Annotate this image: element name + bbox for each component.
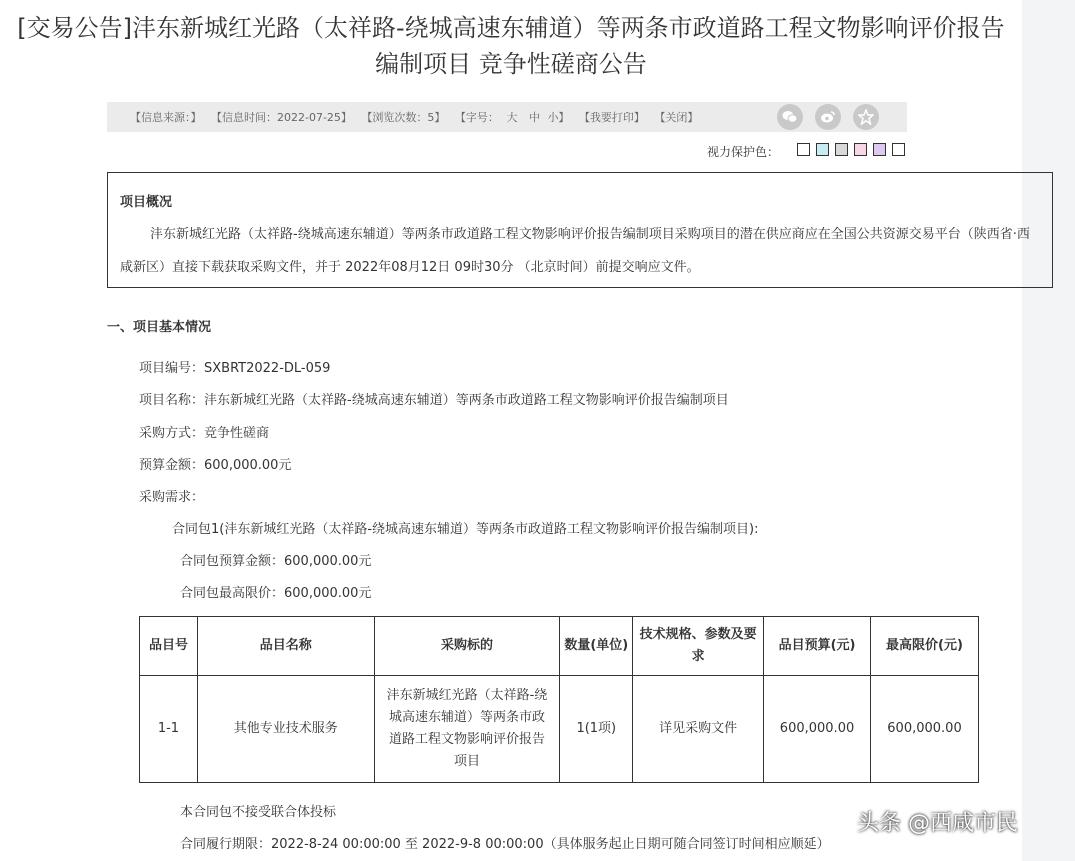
table-header: 品目预算(元) bbox=[764, 617, 871, 676]
table-row bbox=[140, 676, 979, 783]
color-swatch-white-2[interactable] bbox=[892, 143, 905, 156]
contract-package: 合同包1(沣东新城红光路（太祥路-绕城高速东辅道）等两条市政道路工程文物影响评价报告编制项目): bbox=[172, 522, 759, 537]
project-overview-box bbox=[107, 172, 1053, 288]
info-source: 【信息来源：】 bbox=[130, 111, 202, 124]
color-swatch-pink[interactable] bbox=[854, 143, 867, 156]
project-number: 项目编号：SXBRT2022-DL-059 bbox=[139, 361, 331, 376]
contract-period: 合同履行期限：2022-8-24 00:00:00 至 2022-9-8 00:00:00（具体服务起止日期可随合同签订时间相应顺延） bbox=[180, 837, 830, 852]
project-name: 项目名称：沣东新城红光路（太祥路-绕城高速东辅道）等两条市政道路工程文物影响评价报告编制项目 bbox=[139, 393, 729, 408]
info-bar bbox=[107, 102, 907, 132]
table-header: 品目名称 bbox=[197, 617, 374, 676]
package-max-price: 合同包最高限价：600,000.00元 bbox=[180, 586, 372, 601]
no-consortium-note: 本合同包不接受联合体投标 bbox=[180, 805, 337, 820]
overview-title: 项目概况 bbox=[120, 195, 173, 210]
table-cell: 600,000.00 bbox=[764, 676, 871, 783]
page-title-line2: 编制项目 竞争性磋商公告 bbox=[375, 50, 647, 78]
table-header: 品目号 bbox=[140, 617, 198, 676]
items-table bbox=[139, 616, 979, 783]
print-link[interactable]: 【我要打印】 bbox=[578, 111, 645, 124]
color-swatch-lavender[interactable] bbox=[873, 143, 886, 156]
font-large-link[interactable]: 大 bbox=[506, 111, 518, 124]
right-scroll-strip bbox=[1022, 0, 1075, 861]
table-cell: 1(1项) bbox=[560, 676, 633, 783]
table-cell: 600,000.00 bbox=[871, 676, 979, 783]
table-header: 技术规格、参数及要求 bbox=[633, 617, 764, 676]
font-size-label: 【字号： 大 中 小】 bbox=[454, 111, 570, 124]
info-date: 【信息时间：2022-07-25】 bbox=[211, 111, 352, 124]
font-medium-link[interactable]: 中 bbox=[528, 111, 540, 124]
page-title bbox=[0, 10, 1022, 82]
color-swatch-gray[interactable] bbox=[835, 143, 848, 156]
package-budget: 合同包预算金额：600,000.00元 bbox=[180, 554, 372, 569]
watermark-text: 头条 @西咸市民 bbox=[857, 811, 1018, 836]
page-title-line1: [交易公告]沣东新城红光路（太祥路-绕城高速东辅道）等两条市政道路工程文物影响评价报告 bbox=[17, 14, 1005, 42]
table-header-row bbox=[140, 617, 979, 676]
table-cell: 其他专业技术服务 bbox=[197, 676, 374, 783]
section-heading: 一、项目基本情况 bbox=[107, 320, 212, 335]
overview-body: 沣东新城红光路（太祥路-绕城高速东辅道）等两条市政道路工程文物影响评价报告编制项目采购项目的潜在供应商应在全国公共资源交易平台（陕西省·西咸新区）直接下载获取采购文件，并于 2022年08月12日 09时30分 （北京时间）前提交响应文件。 bbox=[120, 227, 1030, 275]
table-cell: 沣东新城红光路（太祥路-绕城高速东辅道）等两条市政道路工程文物影响评价报告项目 bbox=[374, 676, 560, 783]
favorite-star-icon[interactable] bbox=[853, 104, 879, 130]
procurement-demand: 采购需求： bbox=[139, 490, 205, 505]
color-swatch-cyan[interactable] bbox=[816, 143, 829, 156]
vision-protect-label: 视力保护色： bbox=[707, 145, 780, 159]
table-cell: 1-1 bbox=[140, 676, 198, 783]
table-cell: 详见采购文件 bbox=[633, 676, 764, 783]
table-header: 最高限价(元) bbox=[871, 617, 979, 676]
wechat-share-icon[interactable] bbox=[777, 104, 803, 130]
info-bar-text bbox=[130, 109, 704, 125]
procurement-method: 采购方式：竞争性磋商 bbox=[139, 426, 270, 441]
color-swatch-white[interactable] bbox=[797, 143, 810, 156]
weibo-share-icon[interactable] bbox=[815, 104, 841, 130]
info-views: 【浏览次数：5】 bbox=[361, 111, 446, 124]
close-link[interactable]: 【关闭】 bbox=[654, 111, 699, 124]
table-header: 采购标的 bbox=[374, 617, 560, 676]
budget-amount: 预算金额：600,000.00元 bbox=[139, 458, 292, 473]
table-header: 数量(单位) bbox=[560, 617, 633, 676]
font-small-link[interactable]: 小】 bbox=[547, 111, 570, 124]
